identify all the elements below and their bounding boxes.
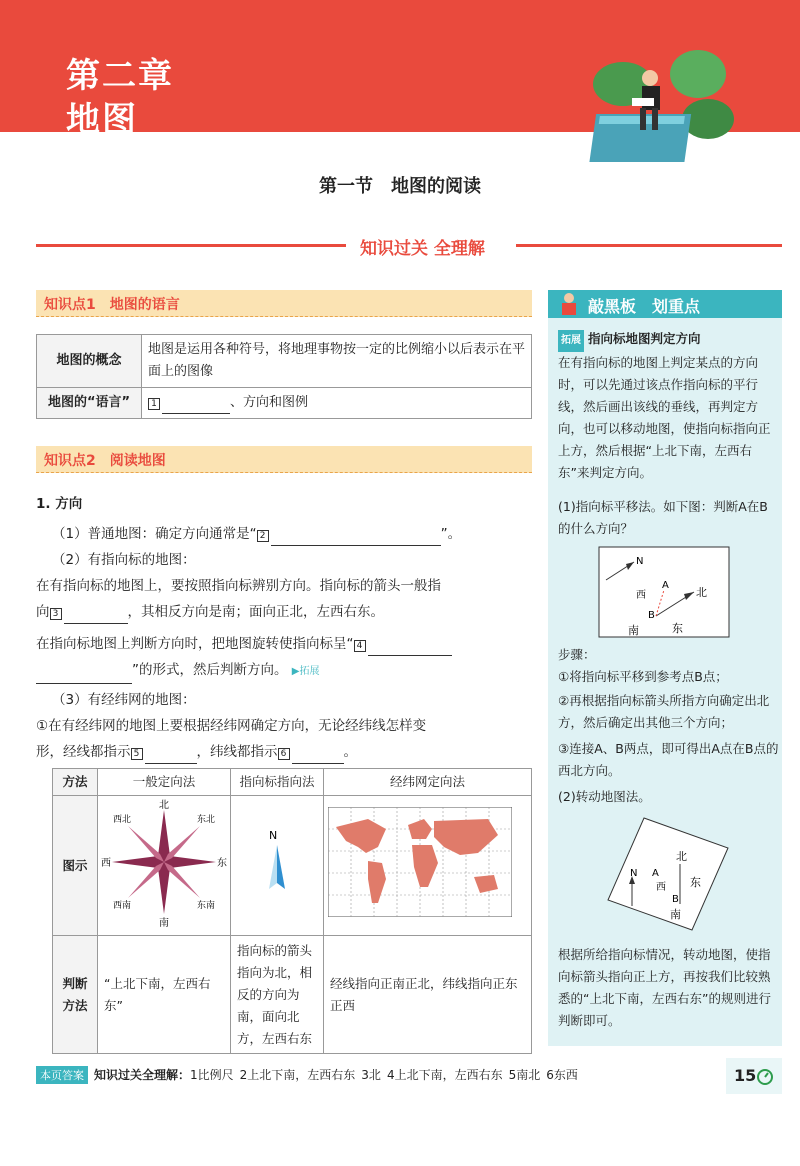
- t2-judge-general: “上北下南，左西右东”: [98, 936, 231, 1054]
- direction-heading: 1. 方向: [36, 496, 83, 512]
- table1-content-2-text: 、方向和图例: [230, 395, 309, 410]
- sidebar-text-1: 在有指向标的地图上判定某点的方向时，可以先通过该点作指向标的平行线，然后画出该线的垂线，再判定方向，也可以移动地图，使指向标指向正上方，然后根据“上北下南，左西右东”来判定方向。: [558, 355, 771, 480]
- t2-header-general: 一般定向法: [98, 769, 231, 796]
- p5: 在指向标地图上判断方向时，把地图旋转使指向标呈“: [36, 636, 354, 652]
- compass-e: 东: [217, 858, 227, 869]
- direction-line-8: ①在有经纬网的地图上要根据经纬网确定方向，无论经纬线怎样变: [36, 718, 427, 734]
- t2-judge-arrow: 指向标的箭头指向为北，相反的方向为南，面向北方，左西右东: [231, 936, 324, 1054]
- blank-number-1: 1: [148, 398, 160, 410]
- diagram2-north: 北: [676, 850, 687, 863]
- sidebar-title: 敲黑板 划重点: [588, 297, 701, 316]
- diagram1-a: A: [662, 580, 669, 591]
- blank-number-5: 5: [131, 748, 143, 760]
- direction-line-5: [36, 632, 536, 656]
- p9c: 。: [343, 744, 357, 760]
- teacher-icon: [556, 292, 582, 316]
- sidebar-step-2: ②再根据指向标箭头所指方向确定出北方，然后确定出其他三个方向；: [558, 693, 770, 730]
- diagram1-n: N: [636, 556, 644, 567]
- diagram2-s: 南: [670, 908, 681, 921]
- extension-tag: 拓展: [558, 330, 584, 352]
- table1-content-1: 地图是运用各种符号，将地理事物按一定的比例缩小以后表示在平面上的图像: [142, 335, 532, 388]
- diagram1-e: 东: [672, 622, 683, 635]
- compass-s: 南: [159, 918, 169, 928]
- answer-6: 6东西: [546, 1068, 578, 1082]
- diagram1-b: B: [648, 610, 655, 621]
- sidebar-header: [548, 290, 782, 318]
- north-arrow-label: N: [269, 829, 278, 842]
- compass-sw: 西南: [112, 901, 132, 911]
- compass-se: 东南: [196, 901, 216, 911]
- answer-blank-4a[interactable]: [368, 641, 452, 656]
- clock-icon: [756, 1068, 774, 1086]
- direction-line-2: （2）有指向标的地图：: [52, 552, 196, 568]
- p9b: ，纬线都指示: [196, 744, 278, 760]
- direction-methods-table: [52, 768, 532, 1054]
- band-label: 知识过关 全理解: [354, 234, 491, 259]
- blank-number-4: 4: [354, 640, 366, 652]
- pointer-shift-diagram: [598, 546, 730, 638]
- table1-head-1: 地图的概念: [37, 335, 142, 388]
- answer-1: 1比例尺: [190, 1068, 234, 1082]
- diagram2-w: 西: [656, 882, 666, 893]
- compass-rose-cell: [98, 796, 231, 936]
- knowledge-band: [36, 239, 782, 259]
- t2-row-diagram-head: 图示: [53, 796, 98, 936]
- p4b: ，其相反方向是南；面向正北，左西右东。: [127, 604, 384, 620]
- direction-line-1: [36, 522, 536, 546]
- page-number: 15: [734, 1066, 757, 1085]
- t2-judge-grid: 经线指向正南正北，纬线指向正东正西: [324, 936, 532, 1054]
- section-title: 第一节 地图的阅读: [319, 176, 481, 197]
- answer-blank-6[interactable]: [292, 749, 344, 764]
- answers-prefix: 知识过关全理解：: [94, 1068, 191, 1082]
- answer-5: 5南北: [508, 1068, 541, 1082]
- compass-ne: 东北: [196, 815, 216, 825]
- compass-n: 北: [159, 800, 169, 811]
- p1a: （1）普通地图：确定方向通常是“: [52, 526, 257, 542]
- world-graticule-map-icon: [328, 807, 512, 917]
- answer-4: 4上北下南，左西右东: [386, 1068, 503, 1082]
- diagram1-w: 西: [636, 590, 646, 601]
- sidebar-subtitle-text: 指向标地图判定方向: [588, 331, 701, 346]
- map-rotation-diagram: [604, 814, 730, 932]
- table1-content-2: [142, 388, 532, 419]
- diagram2-a: A: [652, 868, 659, 879]
- compass-nw: 西北: [112, 815, 132, 825]
- answer-blank-2[interactable]: [271, 531, 441, 546]
- answer-blank-3[interactable]: [64, 609, 128, 624]
- sidebar-text-3: 根据所给指向标情况，转动地图，使指向标箭头指向正上方，再按我们比较熟悉的“上北下南，左西右东”的规则进行判断即可。: [558, 947, 771, 1028]
- p4a: 向: [36, 604, 50, 620]
- answers-label: 本页答案: [36, 1066, 88, 1084]
- north-arrow-cell: [231, 796, 324, 936]
- extension-link[interactable]: ▶拓展: [291, 666, 320, 677]
- answer-2: 2上北下南，左西右东: [239, 1068, 356, 1082]
- compass-w: 西: [101, 858, 111, 869]
- map-language-table: [36, 334, 532, 419]
- direction-line-7: （3）有经纬网的地图：: [52, 692, 196, 708]
- page-answers: [36, 1066, 726, 1092]
- diagram1-north: 北: [696, 586, 707, 599]
- table1-head-2: 地图的“语言”: [37, 388, 142, 419]
- sidebar-subtitle: [558, 328, 780, 352]
- blank-number-2: 2: [257, 530, 269, 542]
- sidebar-steps-label: 步骤：: [558, 647, 596, 662]
- knowledge-point-2: [36, 446, 532, 473]
- direction-line-6: [36, 658, 536, 684]
- blank-number-6: 6: [278, 748, 290, 760]
- sidebar-step-1: ①将指向标平移到参考点B点；: [558, 669, 728, 684]
- answer-3: 3北: [361, 1068, 381, 1082]
- north-arrow-icon: [257, 827, 297, 897]
- kp2-title: 知识点2 阅读地图: [44, 453, 166, 469]
- sidebar-text-2: (1)指向标平移法。如下图：判断A在B的什么方向？: [558, 499, 768, 536]
- diagram2-e: 东: [690, 876, 701, 889]
- t2-header-method: 方法: [53, 769, 98, 796]
- sidebar-step-3: ③连接A、B两点，即可得出A点在B点的西北方向。: [558, 741, 779, 778]
- t2-header-arrow: 指向标指向法: [231, 769, 324, 796]
- chapter-title: 地图: [66, 100, 138, 140]
- answer-blank-5[interactable]: [145, 749, 197, 764]
- t2-row-judge-head: 判断方法: [53, 936, 98, 1054]
- p1b: ”。: [440, 526, 462, 542]
- knowledge-point-1: [36, 290, 532, 317]
- chapter-number: 第二章: [66, 56, 174, 96]
- diagram2-n: N: [630, 868, 638, 879]
- world-map-cell: [324, 796, 532, 936]
- reading-person-illustration: [588, 44, 738, 172]
- diagram2-b: B: [672, 894, 679, 905]
- t2-header-grid: 经纬网定向法: [324, 769, 532, 796]
- sidebar-text-rotate: (2)转动地图法。: [558, 789, 651, 804]
- direction-line-9: [36, 740, 536, 764]
- kp1-title: 知识点1 地图的语言: [44, 297, 180, 313]
- answer-blank-1[interactable]: [162, 399, 230, 414]
- diagram1-s: 南: [628, 624, 639, 637]
- p6: ”的形式，然后判断方向。: [132, 662, 288, 678]
- answer-blank-4b[interactable]: [36, 669, 132, 684]
- page-number-box: [726, 1058, 782, 1094]
- direction-line-3: 在有指向标的地图上，要按照指向标辨别方向。指向标的箭头一般指: [36, 578, 441, 594]
- p9a: 形，经线都指示: [36, 744, 131, 760]
- compass-rose-icon: [98, 796, 230, 928]
- blank-number-3: 3: [50, 608, 62, 620]
- direction-line-4: [36, 600, 536, 624]
